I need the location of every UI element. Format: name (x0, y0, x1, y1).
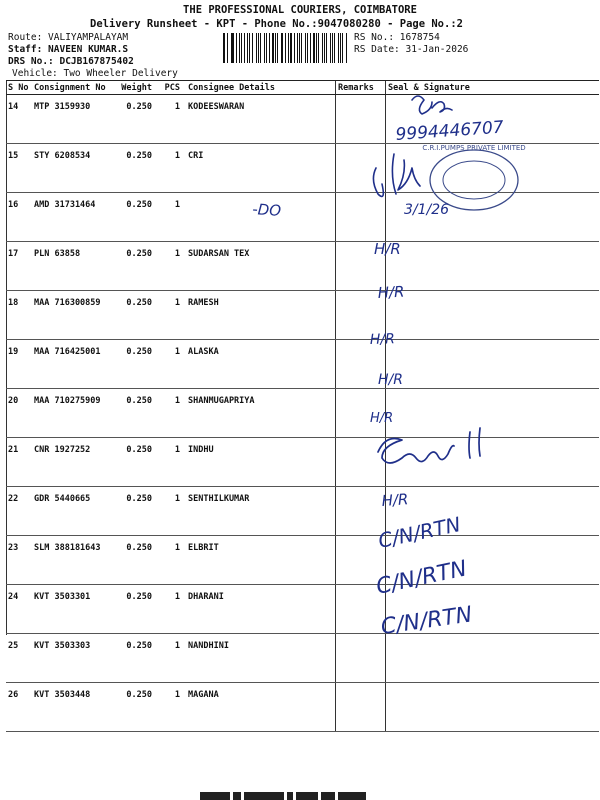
handwritten-cnrtn-25: C/N/RTN (374, 556, 470, 600)
cell-consignee: CRI (182, 144, 336, 193)
table-row (6, 193, 599, 242)
footer-mark (233, 792, 241, 800)
cell-consignment: MAA 716300859 (32, 291, 114, 340)
cell-consignee: SHANMUGAPRIYA (182, 389, 336, 438)
barcode-bar (252, 33, 253, 63)
cell-consignee (182, 193, 336, 242)
col-header-consignment: Consignment No (32, 81, 114, 95)
table-row (6, 291, 599, 340)
barcode-bar (338, 33, 339, 63)
cell-pcs: 1 (154, 291, 182, 340)
cell-sno: 16 (6, 193, 32, 242)
cell-signature (386, 536, 600, 585)
cell-consignee: SUDARSAN TEX (182, 242, 336, 291)
cell-weight: 0.250 (114, 438, 154, 487)
cell-sno: 22 (6, 487, 32, 536)
cell-remarks (336, 438, 386, 487)
table-row (6, 487, 599, 536)
rs-number: RS No.: 1678754 (354, 32, 440, 43)
cell-signature (386, 193, 600, 242)
cell-sno: 15 (6, 144, 32, 193)
cell-consignee: RAMESH (182, 291, 336, 340)
document-subtitle: Delivery Runsheet - KPT - Phone No.:9047080280 - Page No.:2 (90, 18, 463, 30)
col-header-signature: Seal & Signature (386, 81, 600, 95)
cell-signature (386, 144, 600, 193)
stamp-text: C.R.I.PUMPS PRIVATE LIMITED (422, 144, 526, 152)
drs-number: DRS No.: DCJB167875402 (8, 56, 134, 67)
table-row (6, 144, 599, 193)
handwritten-date: 3/1/26 (404, 202, 450, 218)
cell-pcs: 1 (154, 487, 182, 536)
cell-remarks (336, 144, 386, 193)
cell-sno: 21 (6, 438, 32, 487)
cell-pcs: 1 (154, 536, 182, 585)
footer-mark (321, 792, 335, 800)
cell-pcs: 1 (154, 389, 182, 438)
cell-consignee: SENTHILKUMAR (182, 487, 336, 536)
cell-pcs: 1 (154, 634, 182, 683)
cell-sno: 18 (6, 291, 32, 340)
table-row (6, 340, 599, 389)
cell-sno: 20 (6, 389, 32, 438)
handwritten-hr-21: H/R (370, 411, 394, 426)
cell-sno: 14 (6, 95, 32, 144)
cell-sno: 24 (6, 585, 32, 634)
footer-mark (244, 792, 284, 800)
cell-consignee: DHARANI (182, 585, 336, 634)
handwritten-phone-number: 9994446707 (394, 117, 505, 145)
barcode-bar (322, 33, 323, 63)
cell-consignment: KVT 3503301 (32, 585, 114, 634)
barcode-bar (232, 33, 233, 63)
cell-consignee: ALASKA (182, 340, 336, 389)
barcode-bar (224, 33, 225, 63)
cell-consignment: MAA 710275909 (32, 389, 114, 438)
rs-date: RS Date: 31-Jan-2026 (354, 44, 469, 55)
table-row (6, 95, 599, 144)
col-header-sno: S No (6, 81, 32, 95)
cell-consignee: NANDHINI (182, 634, 336, 683)
cell-remarks (336, 683, 386, 732)
col-header-pcs: PCS (154, 81, 182, 95)
cell-weight: 0.250 (114, 389, 154, 438)
cell-sno: 17 (6, 242, 32, 291)
barcode-bar (313, 33, 314, 63)
barcode-bar (307, 33, 308, 63)
table-row (6, 585, 599, 634)
handwritten-ditto: -DO (251, 200, 282, 220)
table-row (6, 683, 599, 732)
footer-mark (296, 792, 318, 800)
cell-consignee: MAGANA (182, 683, 336, 732)
cell-signature (386, 340, 600, 389)
cell-sno: 19 (6, 340, 32, 389)
cell-consignment: AMD 31731464 (32, 193, 114, 242)
cell-consignment: MAA 716425001 (32, 340, 114, 389)
barcode-bar (281, 33, 282, 63)
handwritten-hr-17: H/R (374, 240, 401, 258)
barcode-bar (288, 33, 289, 63)
cell-remarks (336, 634, 386, 683)
cell-weight: 0.250 (114, 193, 154, 242)
footer-mark (287, 792, 293, 800)
handwritten-hr-20: H/R (378, 372, 403, 388)
cell-weight: 0.250 (114, 144, 154, 193)
cell-remarks (336, 536, 386, 585)
cell-consignment: KVT 3503303 (32, 634, 114, 683)
cell-weight: 0.250 (114, 683, 154, 732)
barcode-bar (247, 33, 248, 63)
col-header-weight: Weight (114, 81, 154, 95)
handwritten-cnrtn-26: C/N/RTN (379, 602, 474, 640)
cell-consignment: CNR 1927252 (32, 438, 114, 487)
cell-consignment: SLM 388181643 (32, 536, 114, 585)
barcode-bar (239, 33, 240, 63)
cell-signature (386, 95, 600, 144)
barcode-bar (330, 33, 331, 63)
cell-sno: 26 (6, 683, 32, 732)
cell-pcs: 1 (154, 144, 182, 193)
barcode-bar (290, 33, 291, 63)
footer-mark (200, 792, 230, 800)
barcode-bar (301, 33, 302, 63)
cell-signature (386, 487, 600, 536)
handwritten-cnrtn-24: C/N/RTN (376, 512, 463, 553)
barcode-bar (264, 33, 265, 63)
table-row (6, 634, 599, 683)
cell-remarks (336, 291, 386, 340)
document-title: THE PROFESSIONAL COURIERS, COIMBATORE (183, 4, 417, 16)
cell-consignee: INDHU (182, 438, 336, 487)
cell-signature (386, 438, 600, 487)
cell-consignee: ELBRIT (182, 536, 336, 585)
cell-consignment: STY 6208534 (32, 144, 114, 193)
cell-pcs: 1 (154, 193, 182, 242)
barcode (223, 33, 348, 63)
cell-consignment: KVT 3503448 (32, 683, 114, 732)
cell-remarks (336, 389, 386, 438)
cell-remarks (336, 340, 386, 389)
barcode-bar (272, 33, 273, 63)
cell-sno: 23 (6, 536, 32, 585)
cell-pcs: 1 (154, 340, 182, 389)
cell-remarks (336, 585, 386, 634)
cell-remarks (336, 487, 386, 536)
cell-pcs: 1 (154, 585, 182, 634)
staff-label: Staff: NAVEEN KUMAR.S (8, 44, 129, 55)
cell-signature (386, 291, 600, 340)
cell-consignment: MTP 3159930 (32, 95, 114, 144)
handwritten-hr-19: H/R (369, 331, 396, 348)
cell-signature (386, 389, 600, 438)
cell-signature (386, 683, 600, 732)
vehicle-label: Vehicle: Two Wheeler Delivery (12, 68, 178, 79)
table-row (6, 242, 599, 291)
handwritten-hr-23: H/R (381, 490, 409, 510)
cell-consignee: KODEESWARAN (182, 95, 336, 144)
barcode-bar (342, 33, 343, 63)
cell-weight: 0.250 (114, 95, 154, 144)
col-header-consignee: Consignee Details (182, 81, 336, 95)
table-row (6, 536, 599, 585)
table-row (6, 389, 599, 438)
footer-marks (200, 792, 380, 800)
footer-mark (338, 792, 366, 800)
cell-signature (386, 634, 600, 683)
barcode-bar (260, 33, 261, 63)
col-header-remarks: Remarks (336, 81, 386, 95)
cell-pcs: 1 (154, 438, 182, 487)
cell-remarks (336, 95, 386, 144)
cell-remarks (336, 193, 386, 242)
cell-pcs: 1 (154, 683, 182, 732)
table-row (6, 438, 599, 487)
cell-weight: 0.250 (114, 242, 154, 291)
cell-consignment: GDR 5440665 (32, 487, 114, 536)
handwritten-hr-18: H/R (377, 282, 405, 302)
cell-weight: 0.250 (114, 536, 154, 585)
runsheet-table (6, 80, 599, 732)
cell-sno: 25 (6, 634, 32, 683)
cell-weight: 0.250 (114, 634, 154, 683)
cell-signature (386, 242, 600, 291)
cell-weight: 0.250 (114, 585, 154, 634)
table-header-row (6, 81, 599, 95)
cell-pcs: 1 (154, 242, 182, 291)
cell-pcs: 1 (154, 95, 182, 144)
cell-weight: 0.250 (114, 291, 154, 340)
cell-remarks (336, 242, 386, 291)
cell-signature (386, 585, 600, 634)
cell-consignment: PLN 63858 (32, 242, 114, 291)
cell-weight: 0.250 (114, 487, 154, 536)
route-label: Route: VALIYAMPALAYAM (8, 32, 129, 43)
cell-weight: 0.250 (114, 340, 154, 389)
